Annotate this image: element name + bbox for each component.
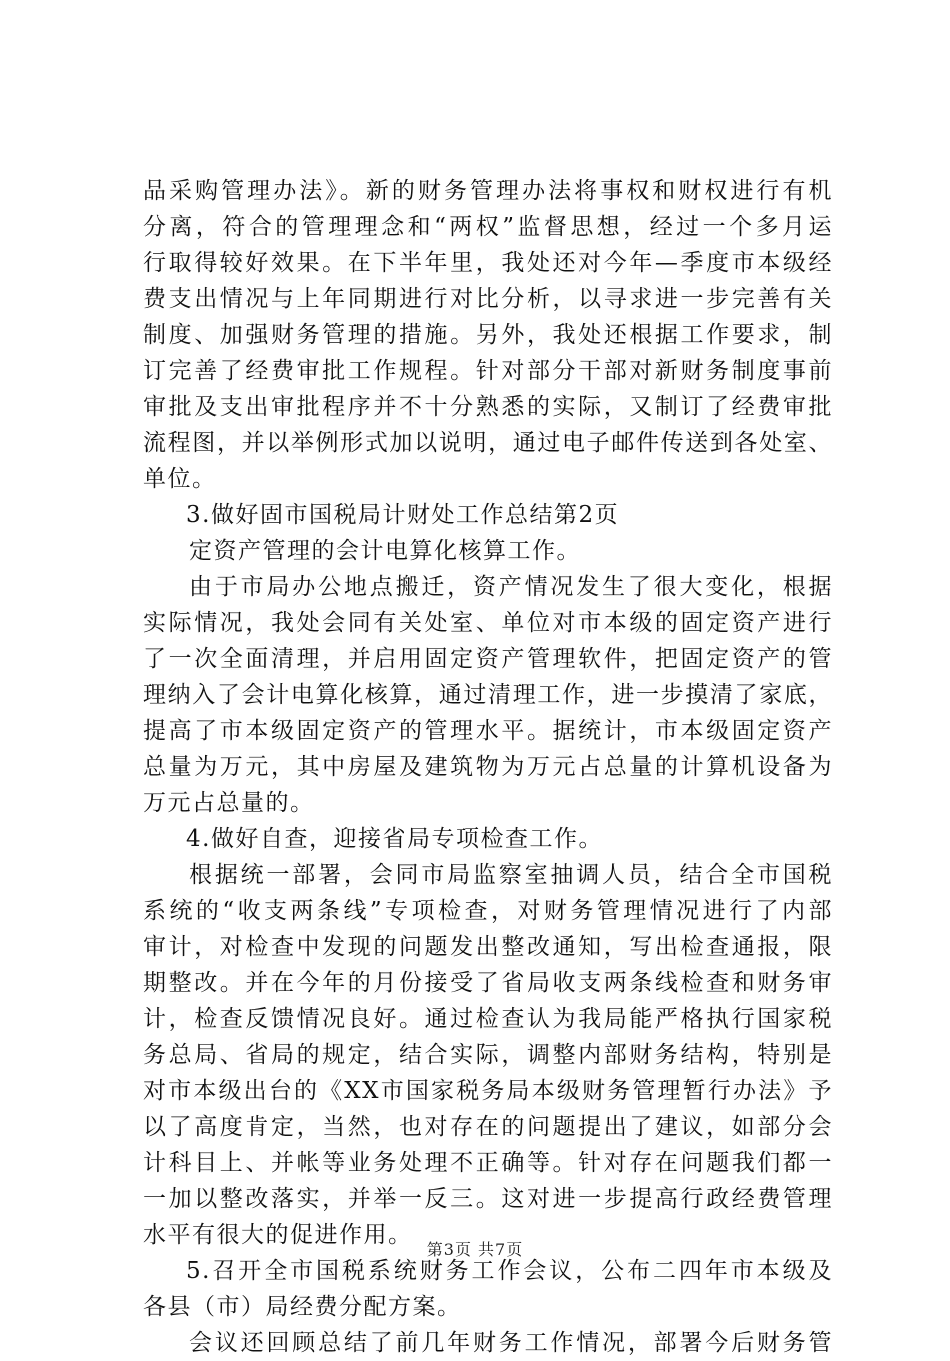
text-line: 费支出情况与上年同期进行对比分析，以寻求进一步完善有关 [143,286,833,312]
section-heading: 5.召开全市国税系统财务工作会议，公布二四年市本级及 [186,1258,833,1284]
text-line: 定资产管理的会计电算化核算工作。 [189,538,581,564]
text-line: 一加以整改落实，并举一反三。这对进一步提高行政经费管理 [143,1186,833,1212]
text-line: 流程图，并以举例形式加以说明，通过电子邮件传送到各处室、 [143,430,833,456]
text-line: 由于市局办公地点搬迁，资产情况发生了很大变化，根据 [189,574,833,600]
section-heading: 3.做好固市国税局计财处工作总结第2页 [186,502,620,528]
text-line: 订完善了经费审批工作规程。针对部分干部对新财务制度事前 [143,358,833,384]
text-line: 水平有很大的促进作用。 [143,1222,413,1248]
text-line: 计科目上、并帐等业务处理不正确等。针对存在问题我们都一 [143,1150,833,1176]
text-line: 根据统一部署，会同市局监察室抽调人员，结合全市国税 [189,862,833,888]
text-line: 以了高度肯定，当然，也对存在的问题提出了建议，如部分会 [143,1114,833,1140]
text-line: 了一次全面清理，并启用固定资产管理软件，把固定资产的管 [143,646,833,672]
text-line: 系统的“收支两条线”专项检查，对财务管理情况进行了内部 [143,898,833,924]
text-line: 分离，符合的管理理念和“两权”监督思想，经过一个多月运 [143,214,833,240]
text-line: 计，检查反馈情况良好。通过检查认为我局能严格执行国家税 [143,1006,833,1032]
section-heading: 4.做好自查，迎接省局专项检查工作。 [186,826,603,852]
text-line: 理纳入了会计电算化核算，通过清理工作，进一步摸清了家底， [143,682,833,708]
text-line: 各县（市）局经费分配方案。 [143,1294,462,1320]
text-line: 品采购管理办法》。新的财务管理办法将事权和财权进行有机 [143,178,833,204]
text-line: 会议还回顾总结了前几年财务工作情况，部署今后财务管 [189,1330,833,1356]
text-line: 务总局、省局的规定，结合实际，调整内部财务结构，特别是 [143,1042,833,1068]
text-line: 审计，对检查中发现的问题发出整改通知，写出检查通报，限 [143,934,833,960]
text-line: 审批及支出审批程序并不十分熟悉的实际，又制订了经费审批 [143,394,833,420]
text-line: 提高了市本级固定资产的管理水平。据统计，市本级固定资产 [143,718,833,744]
body-text [143,173,833,1361]
text-line: 万元占总量的。 [143,790,315,816]
text-line: 对市本级出台的《XX市国家税务局本级财务管理暂行办法》予 [143,1078,833,1104]
text-line: 制度、加强财务管理的措施。另外，我处还根据工作要求，制 [143,322,833,348]
text-line: 期整改。并在今年的月份接受了省局收支两条线检查和财务审 [143,970,833,996]
text-line: 单位。 [143,466,217,492]
text-line: 行取得较好效果。在下半年里，我处还对今年—季度市本级经 [143,250,833,276]
page-footer: 第3页 共7页 [426,1240,524,1259]
text-line: 总量为万元，其中房屋及建筑物为万元占总量的计算机设备为 [143,754,833,780]
text-line: 实际情况，我处会同有关处室、单位对市本级的固定资产进行 [143,610,833,636]
